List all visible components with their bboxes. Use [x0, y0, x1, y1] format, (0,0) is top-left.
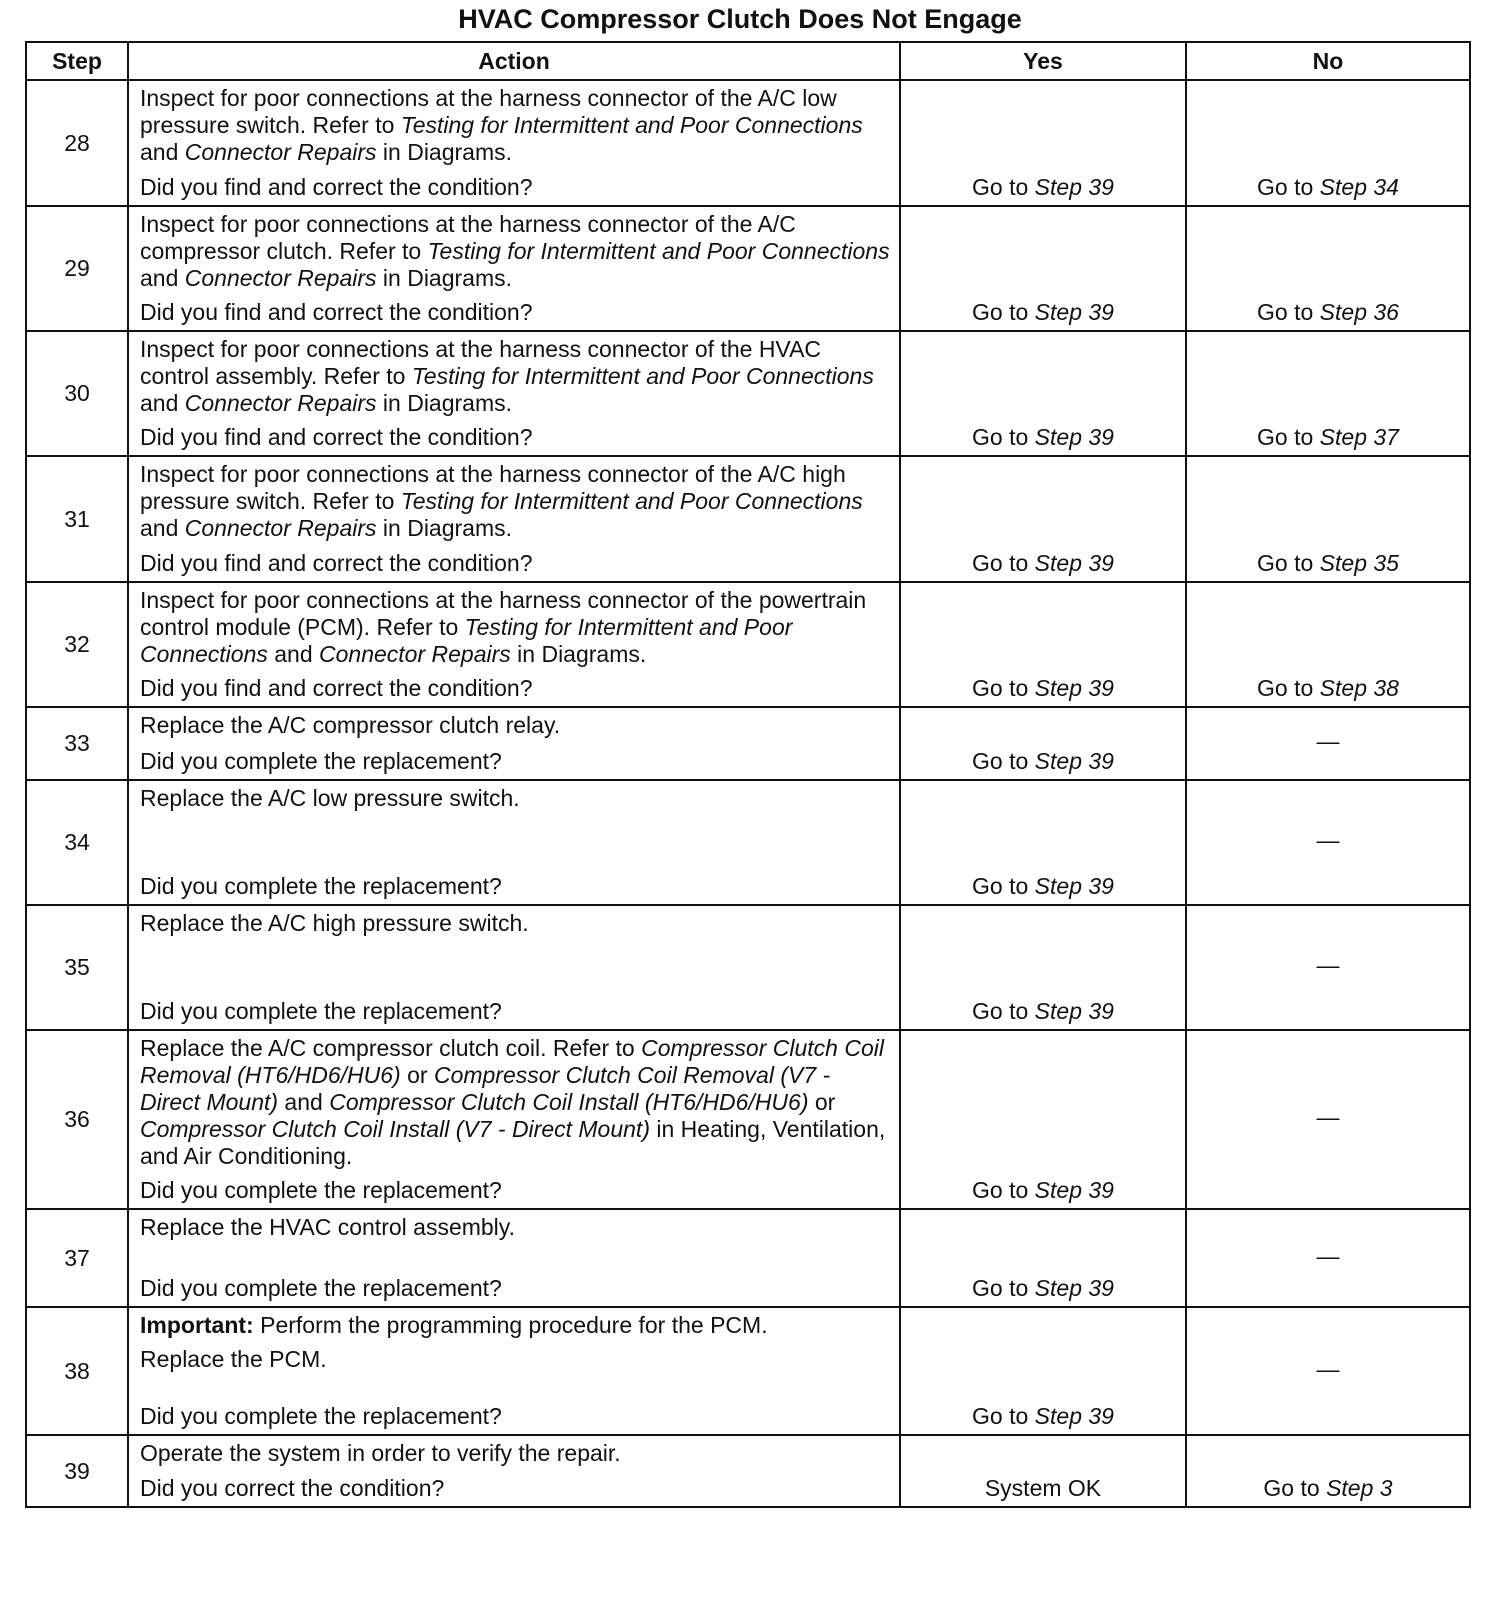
action-question: Did you complete the replacement?: [140, 748, 502, 774]
action-text: and: [278, 1089, 330, 1115]
no-text: Go to: [1263, 1475, 1327, 1501]
action-text: Important:: [140, 1312, 254, 1338]
action-content: [140, 1214, 891, 1302]
action-instructions: [140, 85, 891, 166]
action-paragraph: [140, 910, 891, 937]
action-text: Perform the programming procedure for the PCM.: [253, 1312, 768, 1338]
action-question: Did you find and correct the condition?: [140, 675, 533, 701]
action-cell: [128, 1030, 900, 1209]
action-cell: [128, 80, 900, 206]
yes-text: Go to: [972, 998, 1035, 1024]
no-text: —: [1316, 1242, 1340, 1269]
step-number: 35: [26, 905, 128, 1030]
action-text: Replace the HVAC control assembly.: [140, 1214, 515, 1240]
action-content: [140, 785, 891, 900]
action-paragraph: [140, 1440, 891, 1467]
diagnostic-table: [25, 41, 1471, 1508]
table-row: [26, 780, 1470, 905]
action-text: Replace the A/C compressor clutch relay.: [140, 712, 561, 738]
no-result: [1186, 80, 1470, 206]
action-text: Testing for Intermittent and Poor Connections: [400, 112, 863, 138]
action-question: Did you find and correct the condition?: [140, 299, 533, 325]
action-paragraph: [140, 85, 891, 166]
action-text: Testing for Intermittent and Poor Connections: [140, 614, 793, 667]
yes-result: [900, 1209, 1186, 1307]
action-content: [140, 587, 891, 702]
no-text: Go to: [1257, 424, 1320, 450]
no-text: Go to: [1257, 174, 1320, 200]
action-question: Did you complete the replacement?: [140, 998, 502, 1024]
step-number: 28: [26, 80, 128, 206]
action-text: Replace the PCM.: [140, 1346, 327, 1372]
action-question: Did you complete the replacement?: [140, 1403, 502, 1429]
no-text: Go to: [1257, 299, 1320, 325]
step-number: 36: [26, 1030, 128, 1209]
step-number: 34: [26, 780, 128, 905]
action-instructions: [140, 712, 891, 739]
action-text: Connector Repairs: [184, 139, 377, 165]
action-instructions: [140, 336, 891, 417]
action-text: Inspect for poor connections at the harness connector of the A/C low pressure switch. Refer to: [140, 85, 837, 138]
step-number: 39: [26, 1435, 128, 1507]
step-number: 33: [26, 707, 128, 780]
header-no: No: [1186, 42, 1470, 80]
no-text: —: [1316, 1104, 1340, 1130]
no-result: [1186, 1307, 1470, 1435]
no-text: Step 35: [1319, 550, 1399, 576]
step-number: 31: [26, 456, 128, 582]
action-text: and: [140, 515, 185, 541]
action-text: Connector Repairs: [184, 265, 377, 291]
no-result: [1186, 1435, 1470, 1507]
yes-text: Step 39: [1034, 998, 1114, 1024]
action-text: or: [808, 1089, 836, 1115]
action-text: Compressor Clutch Coil Removal (HT6/HD6/HU6): [140, 1035, 884, 1088]
no-result: [1186, 331, 1470, 456]
header-action: Action: [128, 42, 900, 80]
action-cell: [128, 1209, 900, 1307]
table-row: [26, 456, 1470, 582]
page-title: HVAC Compressor Clutch Does Not Engage: [458, 4, 1022, 34]
action-content: [140, 336, 891, 451]
no-text: Step 38: [1319, 675, 1399, 701]
action-instructions: [140, 785, 891, 812]
step-number: 30: [26, 331, 128, 456]
action-paragraph: [140, 1214, 891, 1241]
header-step: Step: [26, 42, 128, 80]
table-row: [26, 1307, 1470, 1435]
yes-result: [900, 582, 1186, 707]
no-text: —: [1316, 1355, 1340, 1382]
yes-text: Go to: [972, 1403, 1035, 1429]
yes-text: Go to: [972, 174, 1035, 200]
no-text: —: [1316, 827, 1340, 853]
action-text: Replace the A/C low pressure switch.: [140, 785, 520, 811]
yes-result: [900, 456, 1186, 582]
action-text: Testing for Intermittent and Poor Connections: [400, 488, 863, 514]
action-instructions: [140, 461, 891, 542]
action-paragraph: [140, 1312, 891, 1339]
action-text: in Diagrams.: [376, 265, 513, 291]
action-question: Did you find and correct the condition?: [140, 174, 533, 200]
action-instructions: [140, 587, 891, 668]
no-text: —: [1316, 952, 1340, 978]
yes-text: Go to: [972, 299, 1035, 325]
action-text: in Diagrams.: [510, 641, 647, 667]
no-text: Step 34: [1319, 174, 1399, 200]
action-content: [140, 85, 891, 201]
yes-result: [900, 1030, 1186, 1209]
yes-text: Step 39: [1034, 873, 1114, 899]
action-text: Replace the A/C compressor clutch coil. Refer to: [140, 1035, 642, 1061]
action-text: and: [140, 265, 185, 291]
yes-result: [900, 1435, 1186, 1507]
action-text: Connector Repairs: [184, 515, 377, 541]
no-text: Step 37: [1319, 424, 1399, 450]
no-result: [1186, 582, 1470, 707]
action-paragraph: [140, 587, 891, 668]
action-question: Did you complete the replacement?: [140, 1177, 502, 1203]
table-row: [26, 707, 1470, 780]
action-cell: [128, 780, 900, 905]
table-row: [26, 582, 1470, 707]
yes-text: Go to: [972, 1177, 1035, 1203]
yes-text: Step 39: [1034, 174, 1114, 200]
action-text: Testing for Intermittent and Poor Connections: [427, 238, 890, 264]
action-content: [140, 1440, 891, 1502]
no-result: [1186, 1030, 1470, 1209]
action-text: Inspect for poor connections at the harness connector of the A/C high pressure switch. Refer to: [140, 461, 846, 514]
yes-text: Step 39: [1034, 675, 1114, 701]
action-paragraph: [140, 461, 891, 542]
yes-result: [900, 905, 1186, 1030]
yes-text: Go to: [972, 424, 1035, 450]
action-text: Inspect for poor connections at the harness connector of the HVAC control assembly. Refer to: [140, 336, 822, 389]
action-text: Compressor Clutch Coil Install (V7 - Direct Mount): [140, 1116, 650, 1142]
action-text: in Heating, Ventilation, and Air Conditioning.: [140, 1116, 886, 1169]
action-question: Did you find and correct the condition?: [140, 550, 533, 576]
table-row: [26, 905, 1470, 1030]
action-instructions: [140, 910, 891, 937]
action-cell: [128, 1435, 900, 1507]
yes-text: Go to: [972, 873, 1035, 899]
header-row: [26, 42, 1470, 80]
yes-result: [900, 206, 1186, 331]
action-text: Testing for Intermittent and Poor Connections: [411, 363, 874, 389]
yes-text: Step 39: [1034, 748, 1114, 774]
action-paragraph: [140, 1346, 891, 1373]
yes-result: [900, 331, 1186, 456]
yes-text: Go to: [972, 748, 1035, 774]
action-text: in Diagrams.: [376, 390, 513, 416]
yes-result: [900, 1307, 1186, 1435]
header-yes: Yes: [900, 42, 1186, 80]
action-text: Compressor Clutch Coil Install (HT6/HD6/HU6): [329, 1089, 809, 1115]
action-content: [140, 1312, 891, 1430]
yes-text: Step 39: [1034, 424, 1114, 450]
action-instructions: [140, 1312, 891, 1373]
action-content: [140, 461, 891, 577]
yes-text: Step 39: [1034, 299, 1114, 325]
yes-text: Step 39: [1034, 550, 1114, 576]
table-row: [26, 331, 1470, 456]
action-paragraph: [140, 211, 891, 292]
step-number: 38: [26, 1307, 128, 1435]
yes-text: Step 39: [1034, 1177, 1114, 1203]
action-content: [140, 910, 891, 1025]
step-number: 32: [26, 582, 128, 707]
action-paragraph: [140, 336, 891, 417]
action-text: Connector Repairs: [184, 390, 377, 416]
action-question: Did you correct the condition?: [140, 1475, 445, 1501]
no-result: [1186, 780, 1470, 905]
yes-text: Go to: [972, 675, 1035, 701]
action-paragraph: [140, 1035, 891, 1170]
no-result: [1186, 905, 1470, 1030]
table-row: [26, 1435, 1470, 1507]
yes-result: [900, 707, 1186, 780]
action-text: in Diagrams.: [376, 139, 513, 165]
action-text: and: [140, 139, 185, 165]
action-instructions: [140, 1035, 891, 1170]
action-question: Did you find and correct the condition?: [140, 424, 533, 450]
action-paragraph: [140, 785, 891, 812]
action-text: Inspect for poor connections at the harness connector of the A/C compressor clutch. Refer to: [140, 211, 796, 264]
action-cell: [128, 582, 900, 707]
yes-text: Step 39: [1034, 1275, 1114, 1301]
yes-text: Step 39: [1034, 1403, 1114, 1429]
action-text: Inspect for poor connections at the harness connector of the powertrain control module (PCM). Refer to: [140, 587, 867, 640]
step-number: 29: [26, 206, 128, 331]
action-text: and: [267, 641, 320, 667]
table-row: [26, 1209, 1470, 1307]
action-cell: [128, 331, 900, 456]
action-instructions: [140, 1440, 891, 1467]
no-text: Step 36: [1319, 299, 1399, 325]
no-result: [1186, 1209, 1470, 1307]
action-text: Replace the A/C high pressure switch.: [140, 910, 529, 936]
action-cell: [128, 707, 900, 780]
action-text: Operate the system in order to verify the repair.: [140, 1440, 621, 1466]
table-row: [26, 1030, 1470, 1209]
action-content: [140, 1035, 891, 1204]
no-result: [1186, 206, 1470, 331]
action-question: Did you complete the replacement?: [140, 873, 502, 899]
action-content: [140, 211, 891, 326]
no-result: [1186, 456, 1470, 582]
action-text: and: [140, 390, 185, 416]
yes-text: Go to: [972, 550, 1035, 576]
action-question: Did you complete the replacement?: [140, 1275, 502, 1301]
action-content: [140, 712, 891, 775]
step-number: 37: [26, 1209, 128, 1307]
action-instructions: [140, 1214, 891, 1241]
no-text: Step 3: [1326, 1475, 1393, 1501]
no-result: [1186, 707, 1470, 780]
no-text: Go to: [1257, 550, 1320, 576]
action-text: Connector Repairs: [319, 641, 511, 667]
action-text: or: [400, 1062, 434, 1088]
action-cell: [128, 456, 900, 582]
no-text: Go to: [1257, 675, 1320, 701]
yes-text: Go to: [972, 1275, 1035, 1301]
no-text: —: [1316, 728, 1340, 754]
action-cell: [128, 1307, 900, 1435]
table-row: [26, 80, 1470, 206]
action-instructions: [140, 211, 891, 292]
action-cell: [128, 206, 900, 331]
action-paragraph: [140, 712, 891, 739]
table-row: [26, 206, 1470, 331]
action-text: Compressor Clutch Coil Removal (V7 - Direct Mount): [140, 1062, 831, 1115]
action-text: in Diagrams.: [376, 515, 513, 541]
yes-result: [900, 780, 1186, 905]
action-cell: [128, 905, 900, 1030]
yes-text: System OK: [984, 1475, 1102, 1501]
yes-result: [900, 80, 1186, 206]
